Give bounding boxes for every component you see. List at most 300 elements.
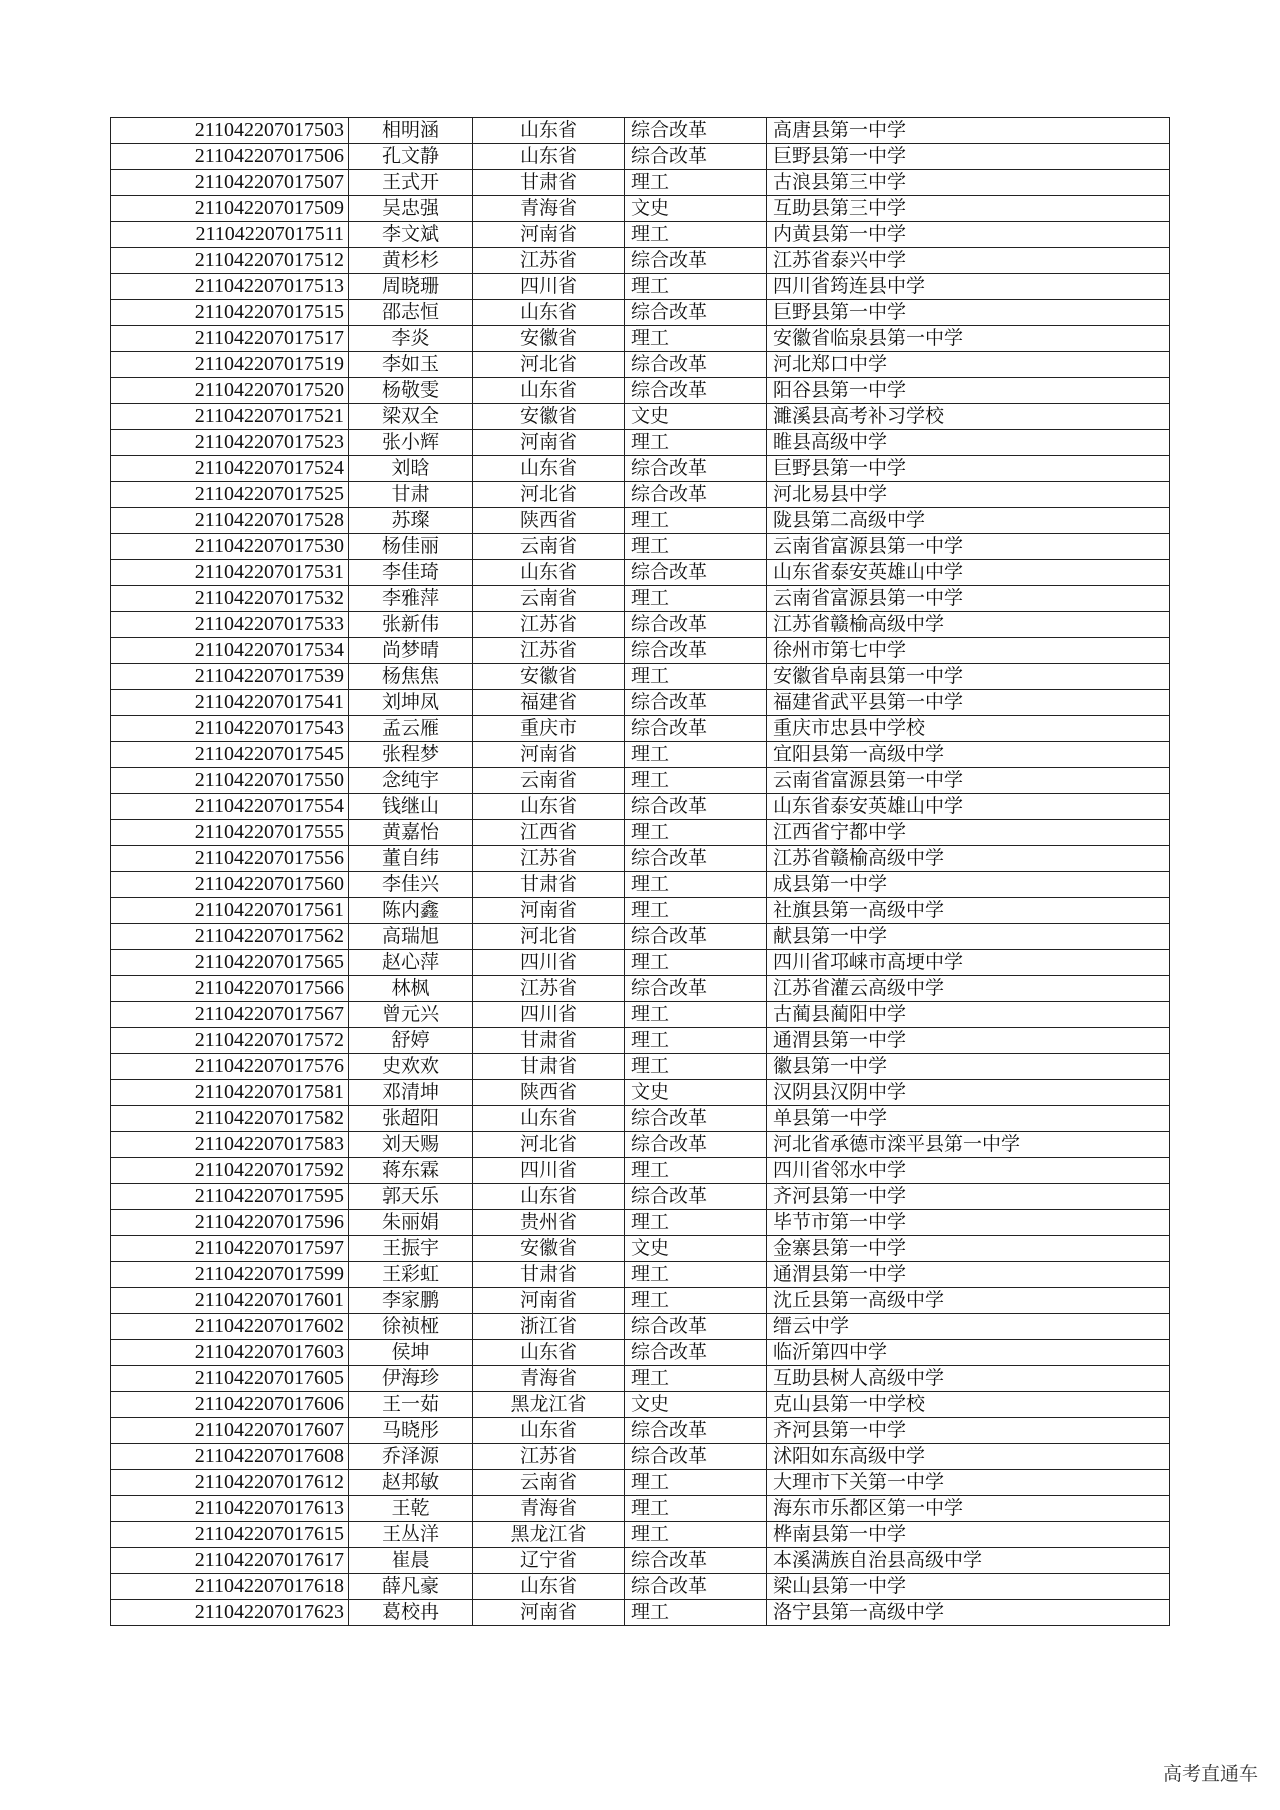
subject-type-cell: 文史 xyxy=(625,1080,767,1106)
student-name-cell: 郭天乐 xyxy=(349,1184,473,1210)
school-cell: 齐河县第一中学 xyxy=(767,1184,1170,1210)
school-cell: 江苏省赣榆高级中学 xyxy=(767,846,1170,872)
student-name-cell: 李雅萍 xyxy=(349,586,473,612)
subject-type-cell: 理工 xyxy=(625,1600,767,1626)
subject-type-cell: 理工 xyxy=(625,950,767,976)
province-cell: 四川省 xyxy=(473,274,625,300)
candidate-id-cell: 211042207017513 xyxy=(111,274,349,300)
province-cell: 甘肃省 xyxy=(473,1262,625,1288)
candidate-id-cell: 211042207017506 xyxy=(111,144,349,170)
subject-type-cell: 理工 xyxy=(625,508,767,534)
school-cell: 高唐县第一中学 xyxy=(767,118,1170,144)
school-cell: 临沂第四中学 xyxy=(767,1340,1170,1366)
table-row xyxy=(111,326,1170,352)
candidate-id-cell: 211042207017511 xyxy=(111,222,349,248)
school-cell: 江苏省赣榆高级中学 xyxy=(767,612,1170,638)
province-cell: 安徽省 xyxy=(473,404,625,430)
candidate-id-cell: 211042207017597 xyxy=(111,1236,349,1262)
subject-type-cell: 理工 xyxy=(625,170,767,196)
candidate-id-cell: 211042207017507 xyxy=(111,170,349,196)
table-row xyxy=(111,404,1170,430)
school-cell: 云南省富源县第一中学 xyxy=(767,534,1170,560)
school-cell: 江西省宁都中学 xyxy=(767,820,1170,846)
candidate-id-cell: 211042207017618 xyxy=(111,1574,349,1600)
student-name-cell: 薛凡豪 xyxy=(349,1574,473,1600)
candidate-id-cell: 211042207017512 xyxy=(111,248,349,274)
province-cell: 黑龙江省 xyxy=(473,1392,625,1418)
province-cell: 福建省 xyxy=(473,690,625,716)
province-cell: 青海省 xyxy=(473,1496,625,1522)
student-name-cell: 李如玉 xyxy=(349,352,473,378)
school-cell: 云南省富源县第一中学 xyxy=(767,586,1170,612)
school-cell: 徽县第一中学 xyxy=(767,1054,1170,1080)
school-cell: 濉溪县高考补习学校 xyxy=(767,404,1170,430)
subject-type-cell: 综合改革 xyxy=(625,482,767,508)
province-cell: 安徽省 xyxy=(473,1236,625,1262)
province-cell: 四川省 xyxy=(473,1002,625,1028)
candidate-id-cell: 211042207017608 xyxy=(111,1444,349,1470)
subject-type-cell: 综合改革 xyxy=(625,1548,767,1574)
table-row xyxy=(111,1210,1170,1236)
candidate-id-cell: 211042207017503 xyxy=(111,118,349,144)
province-cell: 江苏省 xyxy=(473,612,625,638)
candidate-id-cell: 211042207017517 xyxy=(111,326,349,352)
table-row xyxy=(111,430,1170,456)
subject-type-cell: 理工 xyxy=(625,1288,767,1314)
student-name-cell: 王式开 xyxy=(349,170,473,196)
table-row xyxy=(111,1314,1170,1340)
student-name-cell: 曾元兴 xyxy=(349,1002,473,1028)
student-name-cell: 史欢欢 xyxy=(349,1054,473,1080)
candidate-id-cell: 211042207017555 xyxy=(111,820,349,846)
table-row xyxy=(111,794,1170,820)
school-cell: 齐河县第一中学 xyxy=(767,1418,1170,1444)
subject-type-cell: 理工 xyxy=(625,898,767,924)
school-cell: 睢县高级中学 xyxy=(767,430,1170,456)
province-cell: 江苏省 xyxy=(473,248,625,274)
candidate-id-cell: 211042207017615 xyxy=(111,1522,349,1548)
candidate-id-cell: 211042207017523 xyxy=(111,430,349,456)
subject-type-cell: 综合改革 xyxy=(625,716,767,742)
table-row xyxy=(111,222,1170,248)
province-cell: 河北省 xyxy=(473,924,625,950)
school-cell: 洛宁县第一高级中学 xyxy=(767,1600,1170,1626)
table-row xyxy=(111,612,1170,638)
school-cell: 缙云中学 xyxy=(767,1314,1170,1340)
table-row xyxy=(111,1574,1170,1600)
table-row xyxy=(111,560,1170,586)
student-name-cell: 相明涵 xyxy=(349,118,473,144)
candidate-id-cell: 211042207017581 xyxy=(111,1080,349,1106)
candidate-id-cell: 211042207017602 xyxy=(111,1314,349,1340)
candidate-id-cell: 211042207017539 xyxy=(111,664,349,690)
province-cell: 河南省 xyxy=(473,742,625,768)
subject-type-cell: 综合改革 xyxy=(625,300,767,326)
student-name-cell: 钱继山 xyxy=(349,794,473,820)
student-name-cell: 刘晗 xyxy=(349,456,473,482)
candidate-id-cell: 211042207017521 xyxy=(111,404,349,430)
province-cell: 辽宁省 xyxy=(473,1548,625,1574)
table-row xyxy=(111,950,1170,976)
table-row xyxy=(111,664,1170,690)
table-row xyxy=(111,1002,1170,1028)
student-name-cell: 周晓珊 xyxy=(349,274,473,300)
student-name-cell: 朱丽娟 xyxy=(349,1210,473,1236)
table-row xyxy=(111,1054,1170,1080)
candidate-id-cell: 211042207017541 xyxy=(111,690,349,716)
school-cell: 巨野县第一中学 xyxy=(767,456,1170,482)
subject-type-cell: 综合改革 xyxy=(625,690,767,716)
candidate-id-cell: 211042207017560 xyxy=(111,872,349,898)
candidate-id-cell: 211042207017617 xyxy=(111,1548,349,1574)
school-cell: 安徽省临泉县第一中学 xyxy=(767,326,1170,352)
school-cell: 巨野县第一中学 xyxy=(767,300,1170,326)
province-cell: 江苏省 xyxy=(473,846,625,872)
table-row xyxy=(111,1392,1170,1418)
school-cell: 社旗县第一高级中学 xyxy=(767,898,1170,924)
candidate-id-cell: 211042207017566 xyxy=(111,976,349,1002)
subject-type-cell: 理工 xyxy=(625,1002,767,1028)
province-cell: 山东省 xyxy=(473,118,625,144)
province-cell: 山东省 xyxy=(473,1106,625,1132)
table-row xyxy=(111,118,1170,144)
school-cell: 毕节市第一中学 xyxy=(767,1210,1170,1236)
province-cell: 云南省 xyxy=(473,586,625,612)
province-cell: 江苏省 xyxy=(473,976,625,1002)
subject-type-cell: 理工 xyxy=(625,742,767,768)
student-name-cell: 李家鹏 xyxy=(349,1288,473,1314)
candidate-id-cell: 211042207017599 xyxy=(111,1262,349,1288)
table-row xyxy=(111,352,1170,378)
student-name-cell: 李佳琦 xyxy=(349,560,473,586)
student-name-cell: 马晓彤 xyxy=(349,1418,473,1444)
province-cell: 安徽省 xyxy=(473,664,625,690)
school-cell: 河北郑口中学 xyxy=(767,352,1170,378)
province-cell: 山东省 xyxy=(473,144,625,170)
student-name-cell: 黄杉杉 xyxy=(349,248,473,274)
province-cell: 浙江省 xyxy=(473,1314,625,1340)
table-row xyxy=(111,638,1170,664)
province-cell: 河南省 xyxy=(473,898,625,924)
subject-type-cell: 综合改革 xyxy=(625,378,767,404)
candidate-id-cell: 211042207017524 xyxy=(111,456,349,482)
school-cell: 桦南县第一中学 xyxy=(767,1522,1170,1548)
candidate-id-cell: 211042207017531 xyxy=(111,560,349,586)
student-name-cell: 王彩虹 xyxy=(349,1262,473,1288)
subject-type-cell: 理工 xyxy=(625,586,767,612)
table-row xyxy=(111,1340,1170,1366)
candidate-id-cell: 211042207017613 xyxy=(111,1496,349,1522)
province-cell: 山东省 xyxy=(473,1340,625,1366)
table-row xyxy=(111,716,1170,742)
student-name-cell: 邓清坤 xyxy=(349,1080,473,1106)
school-cell: 江苏省泰兴中学 xyxy=(767,248,1170,274)
province-cell: 山东省 xyxy=(473,378,625,404)
table-row xyxy=(111,482,1170,508)
subject-type-cell: 文史 xyxy=(625,1236,767,1262)
table-row xyxy=(111,248,1170,274)
admission-table-body xyxy=(111,118,1170,1626)
school-cell: 四川省邻水中学 xyxy=(767,1158,1170,1184)
province-cell: 河北省 xyxy=(473,1132,625,1158)
table-row xyxy=(111,196,1170,222)
table-row xyxy=(111,872,1170,898)
province-cell: 云南省 xyxy=(473,1470,625,1496)
student-name-cell: 梁双全 xyxy=(349,404,473,430)
school-cell: 汉阴县汉阴中学 xyxy=(767,1080,1170,1106)
student-name-cell: 蒋东霖 xyxy=(349,1158,473,1184)
school-cell: 通渭县第一中学 xyxy=(767,1028,1170,1054)
candidate-id-cell: 211042207017528 xyxy=(111,508,349,534)
subject-type-cell: 理工 xyxy=(625,1210,767,1236)
student-name-cell: 邵志恒 xyxy=(349,300,473,326)
province-cell: 陕西省 xyxy=(473,508,625,534)
candidate-id-cell: 211042207017519 xyxy=(111,352,349,378)
subject-type-cell: 综合改革 xyxy=(625,1444,767,1470)
table-row xyxy=(111,508,1170,534)
table-row xyxy=(111,976,1170,1002)
watermark-text: 高考直通车 xyxy=(1162,1763,1258,1785)
province-cell: 河南省 xyxy=(473,1600,625,1626)
candidate-id-cell: 211042207017543 xyxy=(111,716,349,742)
student-name-cell: 刘天赐 xyxy=(349,1132,473,1158)
subject-type-cell: 综合改革 xyxy=(625,794,767,820)
subject-type-cell: 综合改革 xyxy=(625,846,767,872)
table-row xyxy=(111,1548,1170,1574)
candidate-id-cell: 211042207017533 xyxy=(111,612,349,638)
candidate-id-cell: 211042207017592 xyxy=(111,1158,349,1184)
student-name-cell: 念纯宇 xyxy=(349,768,473,794)
province-cell: 陕西省 xyxy=(473,1080,625,1106)
province-cell: 江苏省 xyxy=(473,638,625,664)
admission-table xyxy=(110,117,1170,1626)
school-cell: 江苏省灌云高级中学 xyxy=(767,976,1170,1002)
student-name-cell: 杨敬雯 xyxy=(349,378,473,404)
table-row xyxy=(111,820,1170,846)
student-name-cell: 黄嘉怡 xyxy=(349,820,473,846)
table-row xyxy=(111,534,1170,560)
school-cell: 金寨县第一中学 xyxy=(767,1236,1170,1262)
student-name-cell: 赵邦敏 xyxy=(349,1470,473,1496)
subject-type-cell: 综合改革 xyxy=(625,456,767,482)
subject-type-cell: 综合改革 xyxy=(625,612,767,638)
candidate-id-cell: 211042207017561 xyxy=(111,898,349,924)
province-cell: 安徽省 xyxy=(473,326,625,352)
province-cell: 甘肃省 xyxy=(473,1054,625,1080)
candidate-id-cell: 211042207017572 xyxy=(111,1028,349,1054)
province-cell: 河南省 xyxy=(473,1288,625,1314)
candidate-id-cell: 211042207017601 xyxy=(111,1288,349,1314)
subject-type-cell: 理工 xyxy=(625,222,767,248)
candidate-id-cell: 211042207017606 xyxy=(111,1392,349,1418)
student-name-cell: 侯坤 xyxy=(349,1340,473,1366)
subject-type-cell: 理工 xyxy=(625,1496,767,1522)
subject-type-cell: 综合改革 xyxy=(625,1106,767,1132)
candidate-id-cell: 211042207017530 xyxy=(111,534,349,560)
candidate-id-cell: 211042207017607 xyxy=(111,1418,349,1444)
candidate-id-cell: 211042207017623 xyxy=(111,1600,349,1626)
table-row xyxy=(111,1288,1170,1314)
candidate-id-cell: 211042207017534 xyxy=(111,638,349,664)
school-cell: 巨野县第一中学 xyxy=(767,144,1170,170)
school-cell: 献县第一中学 xyxy=(767,924,1170,950)
subject-type-cell: 综合改革 xyxy=(625,1184,767,1210)
province-cell: 四川省 xyxy=(473,950,625,976)
subject-type-cell: 综合改革 xyxy=(625,1314,767,1340)
student-name-cell: 李文斌 xyxy=(349,222,473,248)
school-cell: 通渭县第一中学 xyxy=(767,1262,1170,1288)
school-cell: 本溪满族自治县高级中学 xyxy=(767,1548,1170,1574)
subject-type-cell: 文史 xyxy=(625,404,767,430)
subject-type-cell: 理工 xyxy=(625,1054,767,1080)
subject-type-cell: 文史 xyxy=(625,1392,767,1418)
table-row xyxy=(111,1028,1170,1054)
province-cell: 江苏省 xyxy=(473,1444,625,1470)
province-cell: 青海省 xyxy=(473,1366,625,1392)
candidate-id-cell: 211042207017509 xyxy=(111,196,349,222)
subject-type-cell: 理工 xyxy=(625,872,767,898)
province-cell: 重庆市 xyxy=(473,716,625,742)
table-row xyxy=(111,144,1170,170)
candidate-id-cell: 211042207017520 xyxy=(111,378,349,404)
table-row xyxy=(111,456,1170,482)
subject-type-cell: 文史 xyxy=(625,196,767,222)
school-cell: 古浪县第三中学 xyxy=(767,170,1170,196)
student-name-cell: 乔泽源 xyxy=(349,1444,473,1470)
table-row xyxy=(111,1080,1170,1106)
student-name-cell: 王一茹 xyxy=(349,1392,473,1418)
school-cell: 河北省承德市滦平县第一中学 xyxy=(767,1132,1170,1158)
subject-type-cell: 理工 xyxy=(625,534,767,560)
table-row xyxy=(111,274,1170,300)
province-cell: 贵州省 xyxy=(473,1210,625,1236)
subject-type-cell: 理工 xyxy=(625,430,767,456)
table-row xyxy=(111,924,1170,950)
province-cell: 山东省 xyxy=(473,1574,625,1600)
province-cell: 云南省 xyxy=(473,768,625,794)
candidate-id-cell: 211042207017576 xyxy=(111,1054,349,1080)
student-name-cell: 林枫 xyxy=(349,976,473,1002)
school-cell: 互助县第三中学 xyxy=(767,196,1170,222)
candidate-id-cell: 211042207017583 xyxy=(111,1132,349,1158)
school-cell: 山东省泰安英雄山中学 xyxy=(767,560,1170,586)
candidate-id-cell: 211042207017562 xyxy=(111,924,349,950)
province-cell: 山东省 xyxy=(473,300,625,326)
province-cell: 河南省 xyxy=(473,430,625,456)
subject-type-cell: 综合改革 xyxy=(625,976,767,1002)
candidate-id-cell: 211042207017603 xyxy=(111,1340,349,1366)
student-name-cell: 陈内鑫 xyxy=(349,898,473,924)
school-cell: 山东省泰安英雄山中学 xyxy=(767,794,1170,820)
subject-type-cell: 综合改革 xyxy=(625,560,767,586)
school-cell: 安徽省阜南县第一中学 xyxy=(767,664,1170,690)
subject-type-cell: 综合改革 xyxy=(625,924,767,950)
admission-list-sheet xyxy=(110,117,1169,1626)
student-name-cell: 刘坤凤 xyxy=(349,690,473,716)
province-cell: 云南省 xyxy=(473,534,625,560)
candidate-id-cell: 211042207017595 xyxy=(111,1184,349,1210)
school-cell: 阳谷县第一中学 xyxy=(767,378,1170,404)
province-cell: 四川省 xyxy=(473,1158,625,1184)
candidate-id-cell: 211042207017556 xyxy=(111,846,349,872)
student-name-cell: 张新伟 xyxy=(349,612,473,638)
school-cell: 成县第一中学 xyxy=(767,872,1170,898)
table-row xyxy=(111,1132,1170,1158)
table-row xyxy=(111,1418,1170,1444)
subject-type-cell: 综合改革 xyxy=(625,248,767,274)
student-name-cell: 杨佳丽 xyxy=(349,534,473,560)
table-row xyxy=(111,586,1170,612)
subject-type-cell: 理工 xyxy=(625,274,767,300)
student-name-cell: 李炎 xyxy=(349,326,473,352)
subject-type-cell: 综合改革 xyxy=(625,144,767,170)
student-name-cell: 张超阳 xyxy=(349,1106,473,1132)
candidate-id-cell: 211042207017596 xyxy=(111,1210,349,1236)
table-row xyxy=(111,1522,1170,1548)
table-row xyxy=(111,1236,1170,1262)
province-cell: 甘肃省 xyxy=(473,1028,625,1054)
province-cell: 山东省 xyxy=(473,456,625,482)
school-cell: 沭阳如东高级中学 xyxy=(767,1444,1170,1470)
student-name-cell: 王振宇 xyxy=(349,1236,473,1262)
subject-type-cell: 理工 xyxy=(625,1158,767,1184)
subject-type-cell: 理工 xyxy=(625,1028,767,1054)
subject-type-cell: 理工 xyxy=(625,1522,767,1548)
candidate-id-cell: 211042207017532 xyxy=(111,586,349,612)
subject-type-cell: 综合改革 xyxy=(625,1574,767,1600)
school-cell: 福建省武平县第一中学 xyxy=(767,690,1170,716)
student-name-cell: 高瑞旭 xyxy=(349,924,473,950)
table-row xyxy=(111,690,1170,716)
province-cell: 河南省 xyxy=(473,222,625,248)
candidate-id-cell: 211042207017565 xyxy=(111,950,349,976)
student-name-cell: 李佳兴 xyxy=(349,872,473,898)
table-row xyxy=(111,378,1170,404)
subject-type-cell: 理工 xyxy=(625,1366,767,1392)
table-row xyxy=(111,898,1170,924)
school-cell: 古蔺县蔺阳中学 xyxy=(767,1002,1170,1028)
subject-type-cell: 综合改革 xyxy=(625,352,767,378)
student-name-cell: 王乾 xyxy=(349,1496,473,1522)
candidate-id-cell: 211042207017515 xyxy=(111,300,349,326)
student-name-cell: 伊海珍 xyxy=(349,1366,473,1392)
province-cell: 黑龙江省 xyxy=(473,1522,625,1548)
subject-type-cell: 综合改革 xyxy=(625,1418,767,1444)
student-name-cell: 杨焦焦 xyxy=(349,664,473,690)
candidate-id-cell: 211042207017554 xyxy=(111,794,349,820)
province-cell: 山东省 xyxy=(473,1184,625,1210)
student-name-cell: 孔文静 xyxy=(349,144,473,170)
table-row xyxy=(111,1158,1170,1184)
subject-type-cell: 理工 xyxy=(625,1262,767,1288)
school-cell: 克山县第一中学校 xyxy=(767,1392,1170,1418)
province-cell: 甘肃省 xyxy=(473,170,625,196)
table-row xyxy=(111,846,1170,872)
table-row xyxy=(111,1444,1170,1470)
subject-type-cell: 理工 xyxy=(625,820,767,846)
student-name-cell: 张小辉 xyxy=(349,430,473,456)
table-row xyxy=(111,742,1170,768)
school-cell: 重庆市忠县中学校 xyxy=(767,716,1170,742)
student-name-cell: 葛校冉 xyxy=(349,1600,473,1626)
school-cell: 四川省筠连县中学 xyxy=(767,274,1170,300)
school-cell: 云南省富源县第一中学 xyxy=(767,768,1170,794)
table-row xyxy=(111,1184,1170,1210)
school-cell: 内黄县第一中学 xyxy=(767,222,1170,248)
student-name-cell: 赵心萍 xyxy=(349,950,473,976)
candidate-id-cell: 211042207017525 xyxy=(111,482,349,508)
student-name-cell: 吴忠强 xyxy=(349,196,473,222)
